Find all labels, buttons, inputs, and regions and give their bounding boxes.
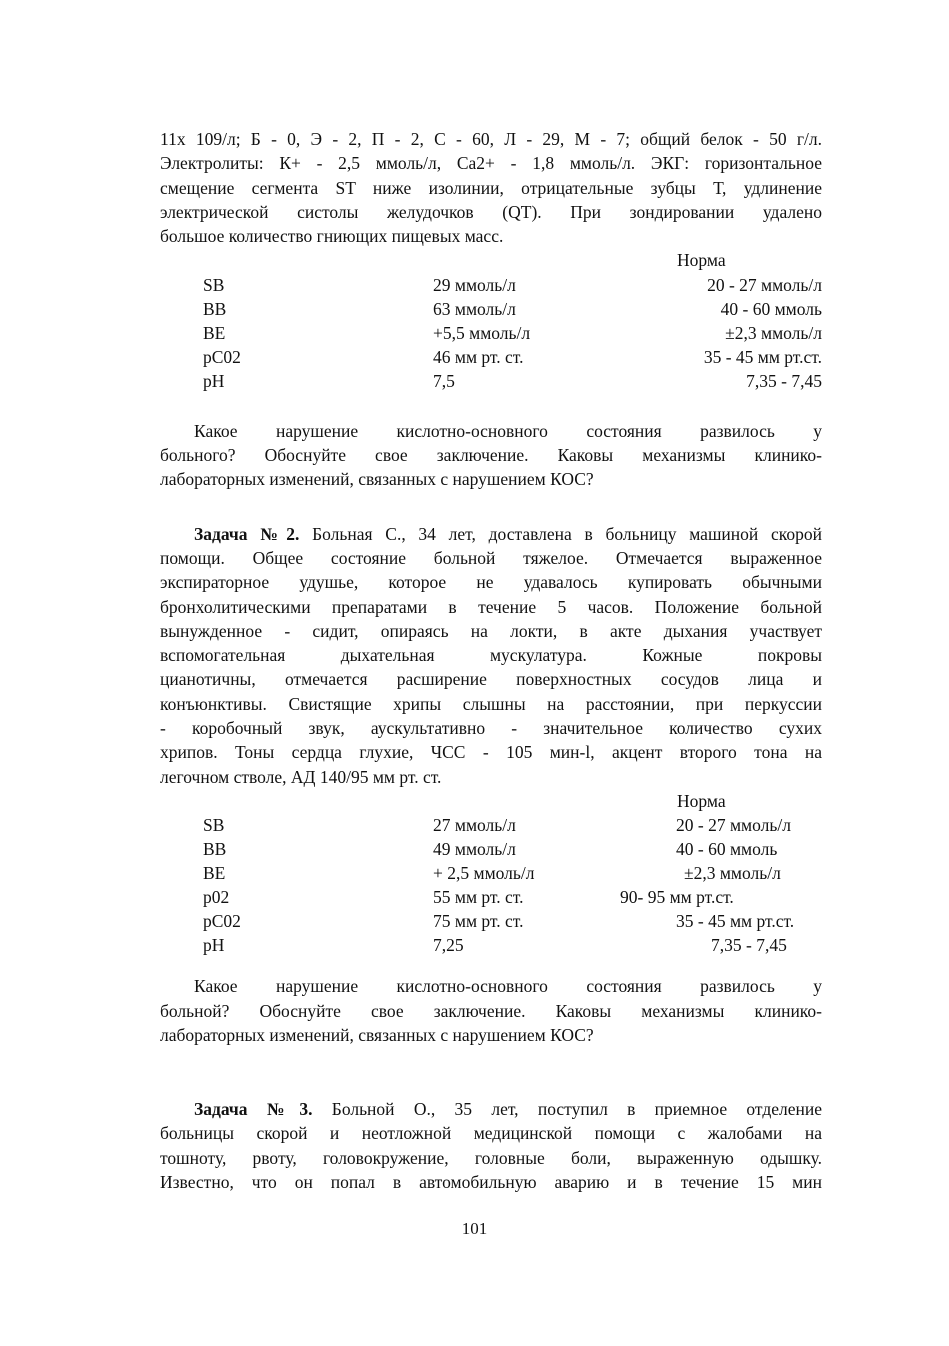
text-line: лабораторных изменений, связанных с нарушением КОС? xyxy=(160,1024,594,1045)
norm-cell: 35 - 45 мм рт.ст. xyxy=(703,346,822,367)
text-line: Какое нарушение кислотно-основного состояния развилось у xyxy=(194,976,822,997)
text-line: большое количество гниющих пищевых масс. xyxy=(160,226,504,247)
norm-cell: 40 - 60 ммоль xyxy=(676,839,778,860)
param-cell: BB xyxy=(203,298,227,319)
task-3-title: Задача №3. xyxy=(194,1099,313,1120)
text-line xyxy=(160,1097,822,1121)
text-line: Какое нарушение кислотно-основного состояния развилось у xyxy=(194,420,822,441)
value-cell: 63 ммоль/л xyxy=(433,298,516,319)
text-line: легочном стволе, АД 140/95 мм рт. ст. xyxy=(160,766,442,787)
task-3-paragraph xyxy=(160,1097,822,1194)
value-cell: +5,5 ммоль/л xyxy=(433,322,531,343)
table-row xyxy=(160,321,822,345)
text-line xyxy=(160,522,822,546)
table-row xyxy=(160,885,822,909)
value-cell: 7,25 xyxy=(433,935,464,956)
param-cell: pH xyxy=(203,935,225,956)
text-line: помощи. Общее состояние больной тяжелое. Отмечается выраженное xyxy=(160,547,822,568)
table-row xyxy=(160,369,822,393)
text-line: хрипов. Тоны сердца глухие, ЧСС - 105 мин-l, акцент второго тона на xyxy=(160,742,822,763)
table-row xyxy=(160,345,822,369)
param-cell: SB xyxy=(203,274,225,295)
text-line: экспираторное удушье, которое не удавалось купировать обычными xyxy=(160,572,822,593)
param-cell: SB xyxy=(203,815,225,836)
param-cell: BE xyxy=(203,863,226,884)
page-number: 101 xyxy=(461,1219,488,1238)
text-line: Электролиты: К+ - 2,5 ммоль/л, Са2+ - 1,8 ммоль/л. ЭКГ: горизонтальное xyxy=(160,153,822,174)
question-paragraph-2 xyxy=(160,974,822,1047)
table-row xyxy=(160,909,822,933)
text-line: вынужденное - сидит, опираясь на локти, в акте дыхания участвует xyxy=(160,620,822,641)
value-cell: + 2,5 ммоль/л xyxy=(433,863,535,884)
norm-cell: 40 - 60 ммоль xyxy=(720,298,822,319)
param-cell: pC02 xyxy=(203,911,241,932)
norm-cell: 35 - 45 мм рт.ст. xyxy=(676,911,795,932)
table-row xyxy=(160,861,822,885)
norm-header: Норма xyxy=(677,250,726,271)
table-row xyxy=(160,813,822,837)
text-line: бронхолитическими препаратами в течение 5 часов. Положение больной xyxy=(160,596,822,617)
text-line: 11x 109/л; Б - 0, Э - 2, П - 2, С - 60, Л - 29, М - 7; общий белок - 50 г/л. xyxy=(160,129,822,149)
question-paragraph-1 xyxy=(160,419,822,492)
text-line: больной? Обоснуйте свое заключение. Каковы механизмы клинико- xyxy=(160,1000,822,1021)
table-row xyxy=(160,297,822,321)
norm-cell: 7,35 - 7,45 xyxy=(711,935,787,956)
text-line: электрической систолы желудочков (QT). При зондировании удалено xyxy=(160,201,822,222)
task-2-title: Задача №2. xyxy=(194,523,300,544)
text-line: цианотичны, отмечается расширение поверхностных сосудов лица и xyxy=(160,669,822,690)
norm-cell: ±2,3 ммоль/л xyxy=(725,322,822,343)
lab-table-2 xyxy=(160,789,822,957)
value-cell: 46 мм рт. ст. xyxy=(433,346,524,367)
param-cell: BB xyxy=(203,839,227,860)
table-row xyxy=(160,837,822,861)
param-cell: p02 xyxy=(203,887,230,908)
text-line: Известно, что он попал в автомобильную аварию и в течение 15 мин xyxy=(160,1172,822,1193)
norm-cell: ±2,3 ммоль/л xyxy=(684,863,781,884)
text-line: конъюнктивы. Свистящие хрипы слышны на расстоянии, при перкуссии xyxy=(160,693,822,714)
task-2-paragraph xyxy=(160,522,822,789)
text-span: Больная С., 34 лет, доставлена в больницу машиной скорой xyxy=(299,523,823,544)
value-cell: 55 мм рт. ст. xyxy=(433,887,524,908)
text-line: - коробочный звук, аускультативно - значительное количество сухих xyxy=(160,718,822,739)
param-cell: pC02 xyxy=(203,346,241,367)
value-cell: 7,5 xyxy=(433,370,455,391)
value-cell: 49 ммоль/л xyxy=(433,839,516,860)
value-cell: 29 ммоль/л xyxy=(433,274,516,295)
lab-table-1 xyxy=(160,248,822,392)
norm-cell: 20 - 27 ммоль/л xyxy=(707,274,822,295)
table-row xyxy=(160,273,822,297)
norm-cell: 90- 95 мм рт.ст. xyxy=(620,887,734,908)
text-line: тошноту, рвоту, головокружение, головные боли, выраженную одышку. xyxy=(160,1147,822,1168)
text-line: лабораторных изменений, связанных с нарушением КОС? xyxy=(160,469,594,490)
norm-cell: 7,35 - 7,45 xyxy=(746,370,822,391)
param-cell: pH xyxy=(203,370,225,391)
value-cell: 27 ммоль/л xyxy=(433,815,516,836)
value-cell: 75 мм рт. ст. xyxy=(433,911,524,932)
norm-header: Норма xyxy=(677,790,726,811)
param-cell: BE xyxy=(203,322,226,343)
norm-cell: 20 - 27 ммоль/л xyxy=(676,815,791,836)
document-page xyxy=(160,127,822,1194)
text-line: больницы скорой и неотложной медицинской помощи с жалобами на xyxy=(160,1123,822,1144)
table-row xyxy=(160,933,822,957)
text-line: вспомогательная дыхательная мускулатура. Кожные покровы xyxy=(160,645,822,666)
text-line: больного? Обоснуйте свое заключение. Каковы механизмы клинико- xyxy=(160,445,822,466)
text-line: смещение сегмента ST ниже изолинии, отрицательные зубцы Т, удлинение xyxy=(160,177,822,198)
text-span: Больной О., 35 лет, поступил в приемное отделение xyxy=(312,1099,823,1120)
intro-paragraph xyxy=(160,127,822,248)
